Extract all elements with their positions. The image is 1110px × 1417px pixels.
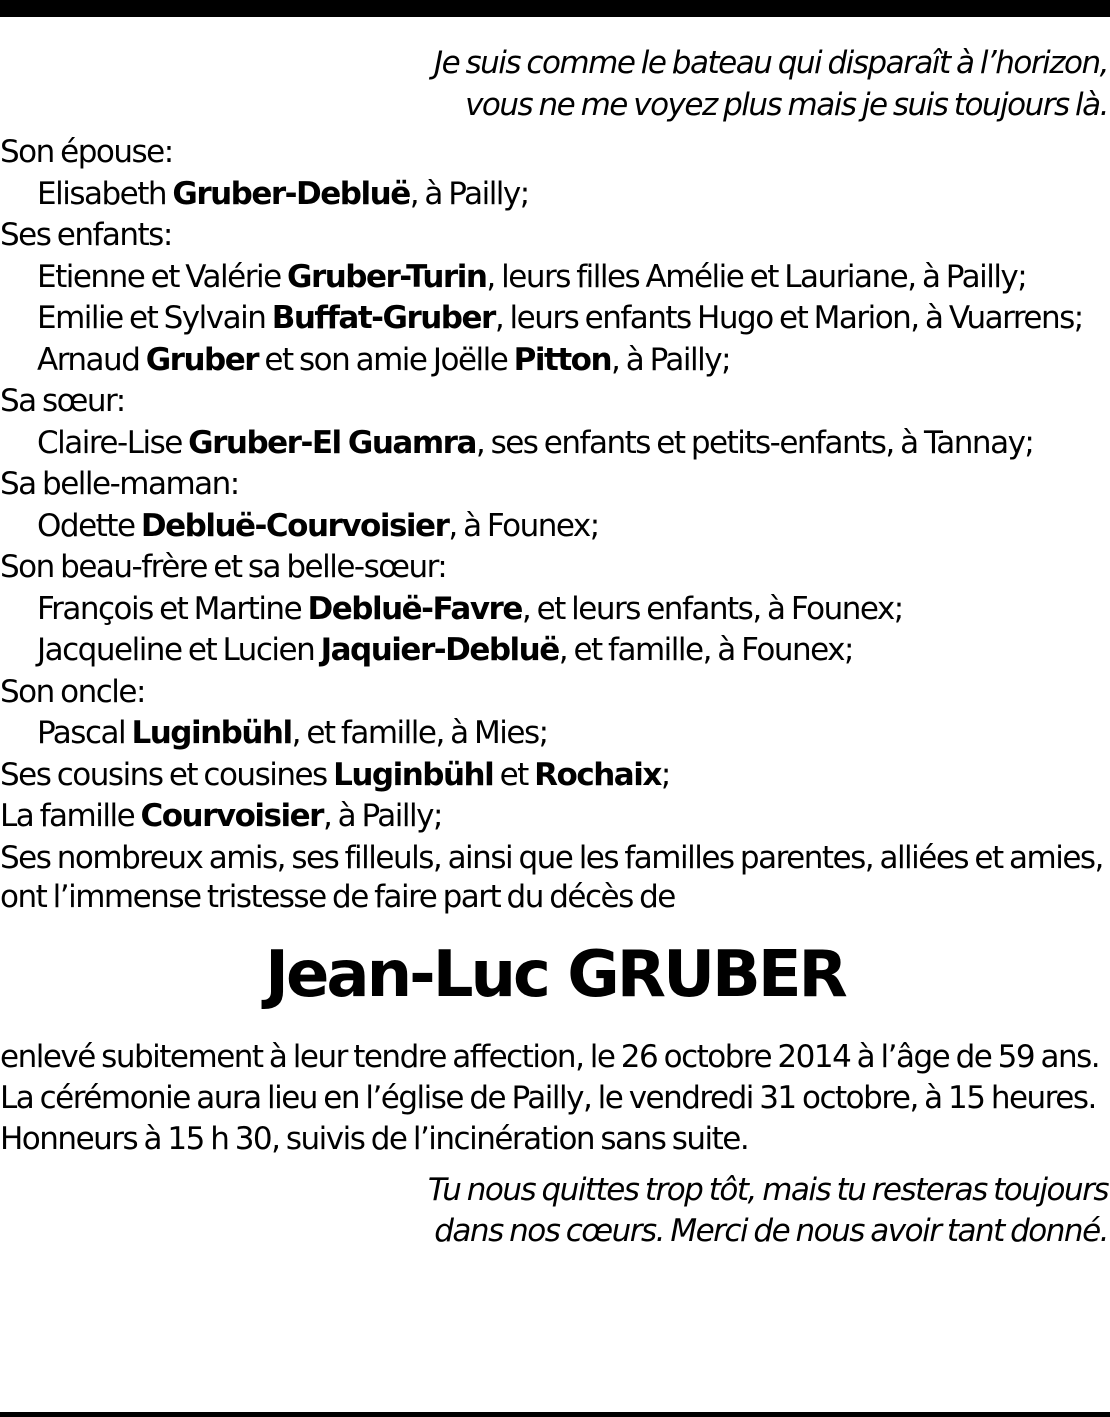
relative-entry xyxy=(0,506,1110,548)
relative-entry xyxy=(0,589,1110,631)
epigraph-quote xyxy=(0,42,1110,126)
family-name: Gruber-El Guamra xyxy=(188,424,476,461)
relative-text: Sa belle-maman: xyxy=(0,466,239,502)
relative-entry xyxy=(0,713,1110,755)
relative-text: , et famille, à Mies; xyxy=(291,715,548,751)
announcement-text: ont l’immense tristesse de faire part du décès de xyxy=(0,878,675,915)
relative-text: Son beau-frère et sa belle-sœur: xyxy=(0,549,447,585)
relative-text: et xyxy=(493,756,535,793)
relative-text: La famille xyxy=(0,798,141,834)
relative-text: Sa sœur: xyxy=(0,383,125,419)
obituary-notice xyxy=(0,42,1110,1252)
relative-text: , et famille, à Founex; xyxy=(558,632,853,668)
relative-text: Jacqueline et Lucien xyxy=(37,632,321,668)
relative-entry xyxy=(0,298,1110,340)
relation-heading xyxy=(0,672,1110,714)
family-name: Jaquier-Debluë xyxy=(320,632,559,668)
relative-text: , à Founex; xyxy=(448,507,599,544)
family-name: Debluë-Courvoisier xyxy=(140,507,449,544)
relative-entry xyxy=(0,257,1110,299)
family-name: Gruber-Debluë xyxy=(172,175,410,212)
relative-text: , ses enfants et petits-enfants, à Tannay; xyxy=(475,424,1034,461)
relative-text: , à Pailly; xyxy=(611,341,731,378)
relative-text: Pascal xyxy=(37,715,132,751)
relation-heading xyxy=(0,215,1110,257)
relative-text: , leurs filles Amélie et Lauriane, à Pailly; xyxy=(486,258,1027,295)
relation-heading xyxy=(0,132,1110,174)
deceased-name: Jean-Luc GRUBER xyxy=(265,937,845,1012)
relative-text: Arnaud xyxy=(37,341,146,378)
relation-heading xyxy=(0,381,1110,423)
family-name: Gruber xyxy=(145,341,259,378)
relative-entry xyxy=(0,423,1110,465)
relative-text: Son épouse: xyxy=(0,134,173,170)
relative-text: , à Pailly; xyxy=(322,798,442,834)
closing-quote-line: dans nos cœurs. Merci de nous avoir tant donné. xyxy=(434,1212,1108,1249)
relative-text: et son amie Joëlle xyxy=(258,341,514,378)
relation-heading xyxy=(0,464,1110,506)
relative-entry xyxy=(0,340,1110,382)
family-name: Luginbühl xyxy=(333,756,494,793)
relative-entry xyxy=(0,630,1110,672)
relative-text: Emilie et Sylvain xyxy=(37,300,272,336)
relation-heading xyxy=(0,547,1110,589)
family-name: Debluë-Favre xyxy=(307,590,522,627)
family-name: Rochaix xyxy=(534,756,661,793)
relative-text: , à Pailly; xyxy=(409,175,529,212)
family-name: Luginbühl xyxy=(131,715,292,751)
closing-quote xyxy=(0,1170,1110,1252)
top-rule xyxy=(0,0,1110,17)
relative-text: , et leurs enfants, à Founex; xyxy=(521,590,903,627)
relative-text: Etienne et Valérie xyxy=(37,258,287,295)
details-paragraph: Honneurs à 15 h 30, suivis de l’incinération sans suite. xyxy=(0,1120,749,1157)
relative-text: , leurs enfants Hugo et Marion, à Vuarrens; xyxy=(494,300,1083,336)
ceremony-details xyxy=(0,1037,1110,1160)
details-paragraph: La cérémonie aura lieu en l’église de Pailly, le vendredi 31 octobre, à 15 heures. xyxy=(0,1079,1096,1116)
relative-entry xyxy=(0,174,1110,216)
relative-text: Son oncle: xyxy=(0,673,145,710)
details-paragraph: enlevé subitement à leur tendre affection, le 26 octobre 2014 à l’âge de 59 ans. xyxy=(0,1038,1100,1075)
relation-heading xyxy=(0,796,1110,838)
relative-text: François et Martine xyxy=(37,590,308,627)
epigraph-line: vous ne me voyez plus mais je suis toujours là. xyxy=(465,87,1108,123)
closing-quote-line: Tu nous quittes trop tôt, mais tu resteras toujours xyxy=(427,1171,1108,1208)
relative-text: Odette xyxy=(37,507,141,544)
relative-text: Ses enfants: xyxy=(0,217,172,253)
relative-text: Elisabeth xyxy=(37,175,173,212)
relation-heading xyxy=(0,755,1110,797)
relatives-list xyxy=(0,132,1110,838)
friends-text: Ses nombreux amis, ses filleuls, ainsi que les familles parentes, alliées et amies, xyxy=(0,839,1103,876)
family-name: Courvoisier xyxy=(140,798,323,834)
relative-text: ; xyxy=(660,756,670,793)
family-name: Gruber-Turin xyxy=(287,258,487,295)
bottom-rule xyxy=(0,1412,1110,1417)
relative-text: Ses cousins et cousines xyxy=(0,756,334,793)
relative-text: Claire-Lise xyxy=(37,424,189,461)
epigraph-line: Je suis comme le bateau qui disparaît à l’horizon, xyxy=(433,45,1108,81)
family-name: Buffat-Gruber xyxy=(271,300,495,336)
family-name: Pitton xyxy=(513,341,612,378)
